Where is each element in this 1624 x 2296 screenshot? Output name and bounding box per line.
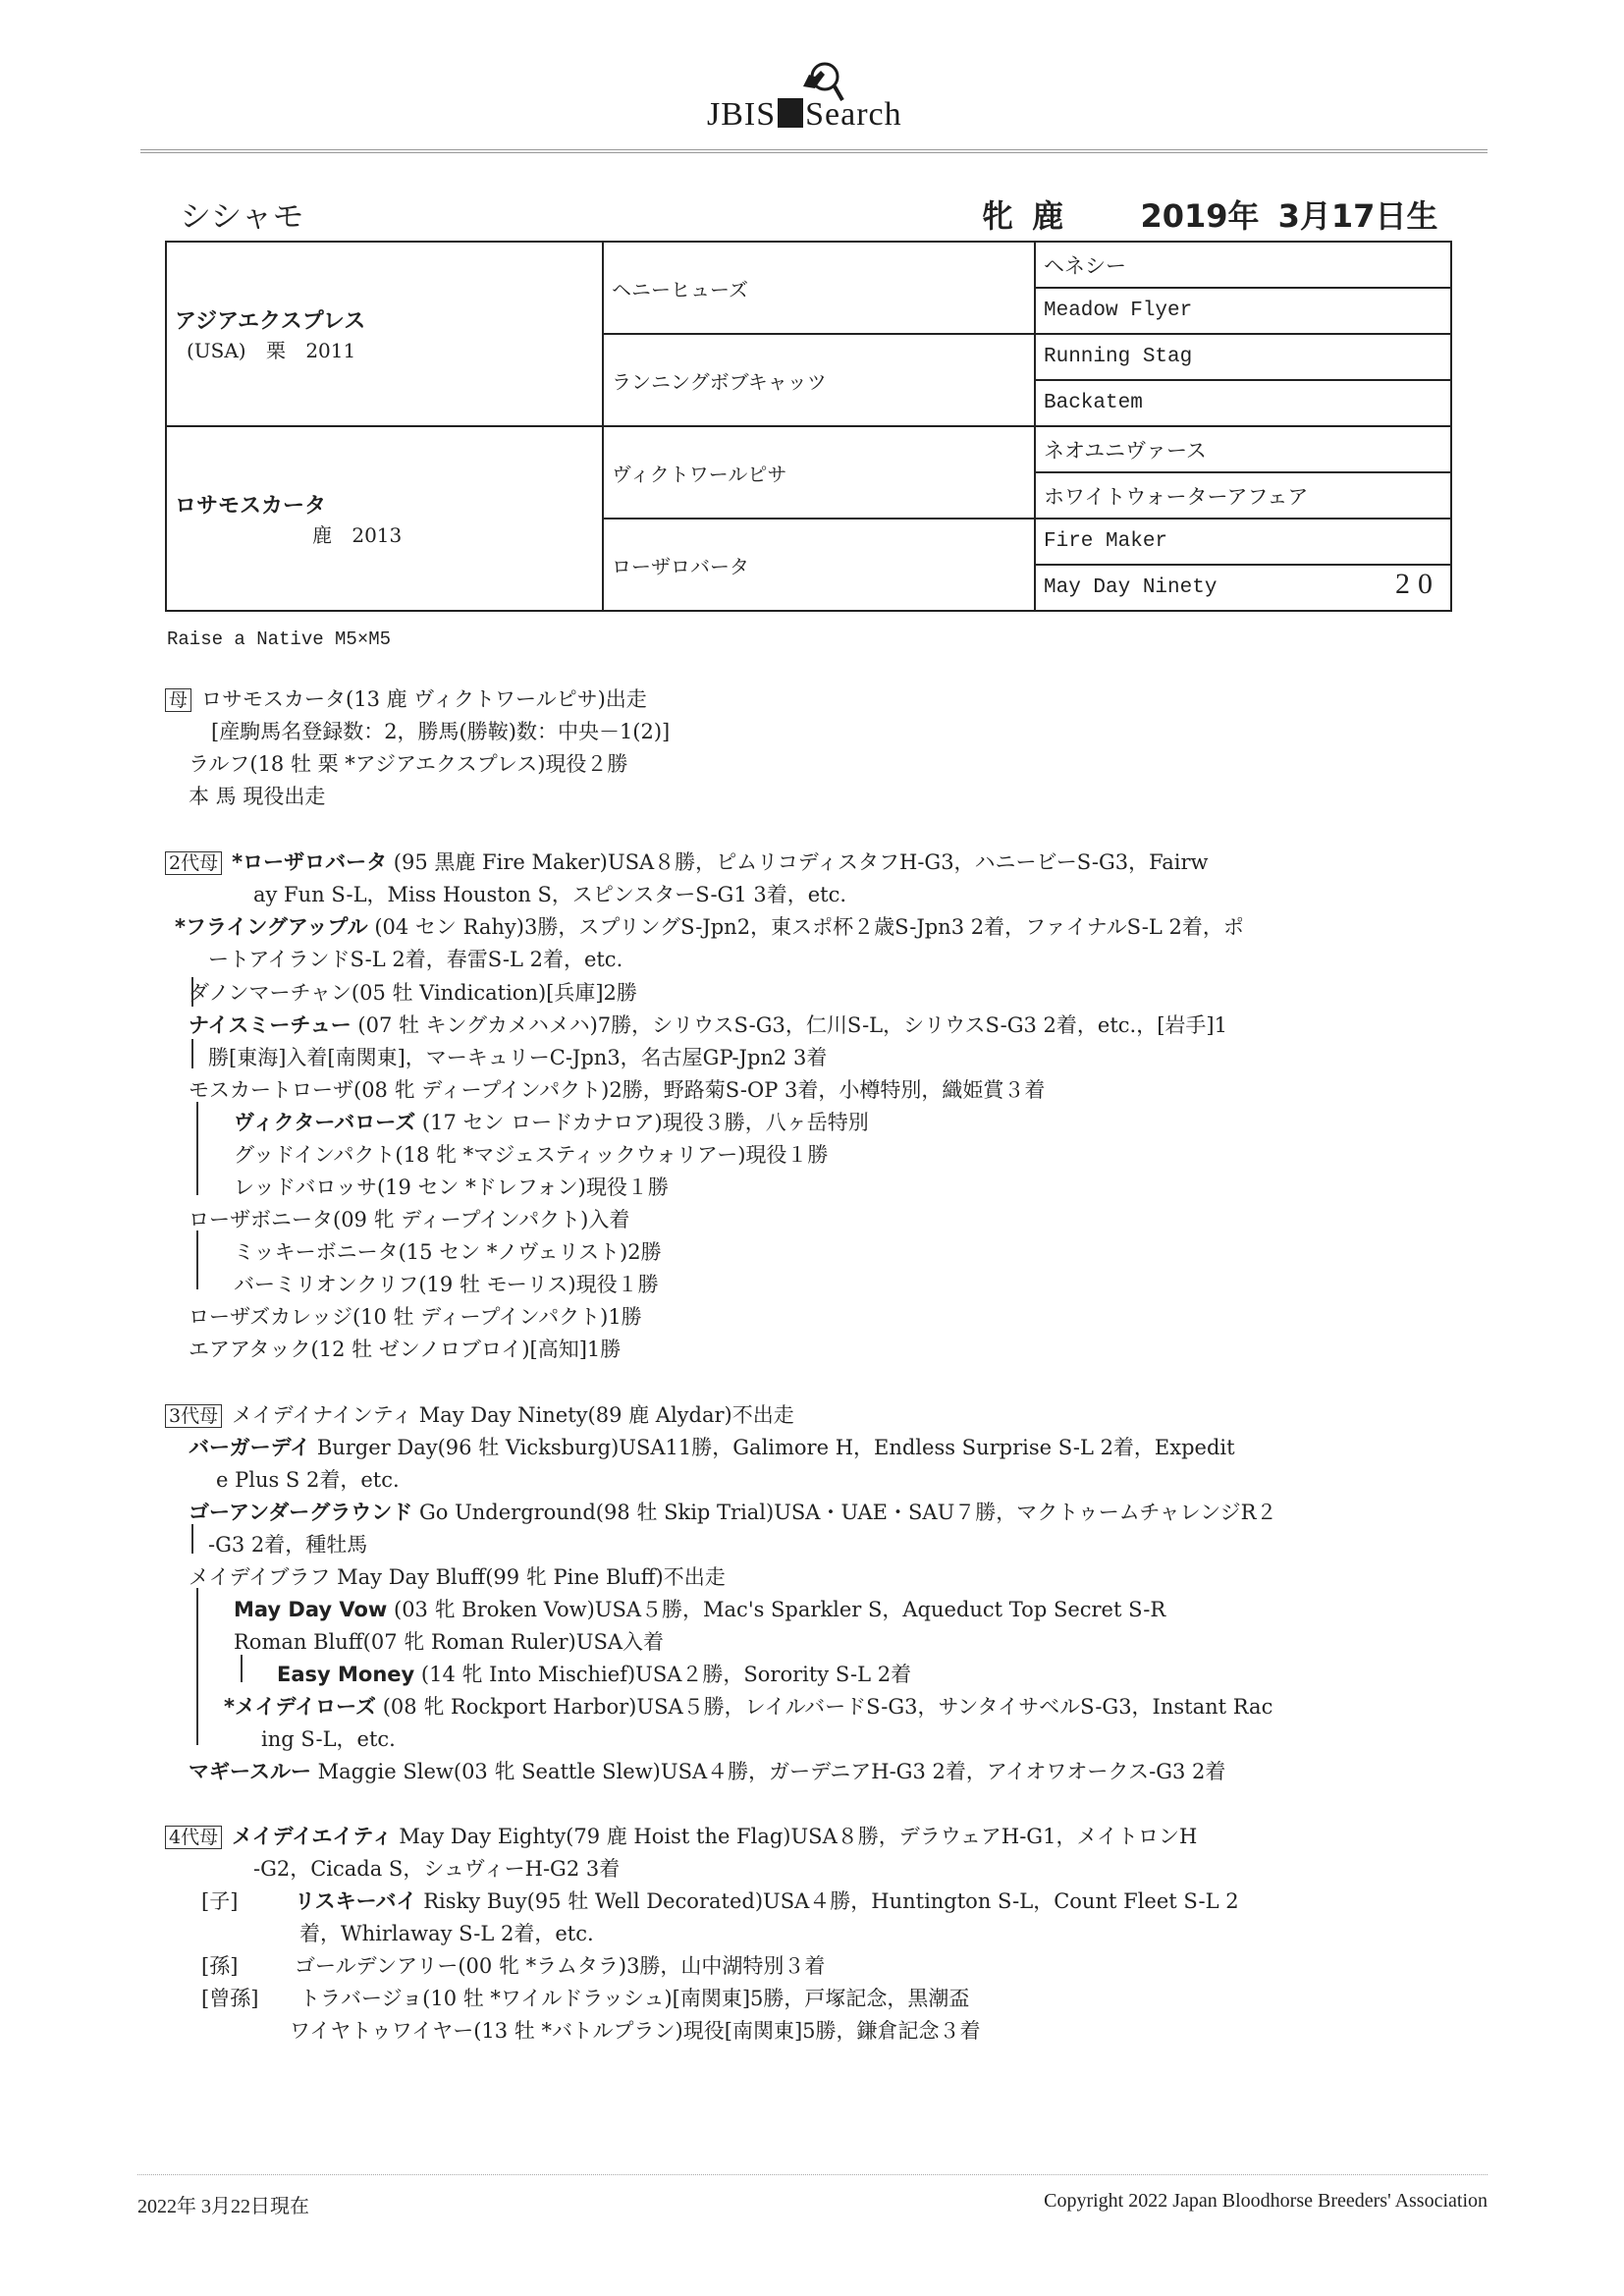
family-line [234,1626,664,1656]
relation-tag: [子] [201,1889,239,1913]
record-text: (08 牝 Rockport Harbor)USA５勝，レイルバードS-G3，サンタイサベルS-G3，Instant Rac [382,1695,1273,1719]
family-line [234,1269,659,1298]
record-text: Maggie Slew(03 牝 Seattle Slew)USA４勝，ガーデニアH-G3 2着，アイオワオークス-G3 2着 [317,1760,1226,1783]
record-text: ミッキーボニータ(15 セン *ノヴェリスト)2勝 [234,1240,662,1264]
record-text: (17 セン ロードカナロア)現役３勝，八ヶ岳特別 [421,1111,869,1134]
horse-name-link[interactable]: *フライングアップル [175,915,368,939]
family-line [189,1010,1227,1039]
sire-name[interactable]: アジアエクスプレス [175,309,366,334]
header-rule [140,149,1488,153]
ggsire-cell[interactable]: Running Stag [1035,334,1451,380]
record-text: (14 牝 Into Mischief)USA２勝，Sorority S-L 2着 [420,1663,912,1686]
record-text: ワイヤトゥワイヤー(13 牡 *バトルプラン)現役[南関東]5勝，鎌倉記念３着 [290,2019,981,2043]
pedigree-table [165,241,1452,612]
family-line [290,2015,981,2045]
record-text: 本 馬 現役出走 [189,785,326,808]
record-text: Roman Bluff(07 牝 Roman Ruler)USA入着 [234,1630,664,1654]
family-line [234,1107,869,1136]
family-line [201,1886,1239,1915]
ggsire-cell[interactable]: Fire Maker [1035,519,1451,565]
record-text: グッドインパクト(18 牝 *マジェスティックウォリアー)現役１勝 [234,1143,829,1167]
record-text: -G3 2着，種牡馬 [208,1533,368,1557]
record-text: ローザズカレッジ(10 牡 ディープインパクト)1勝 [189,1305,642,1329]
horse-name-link[interactable]: ヴィクターバローズ [234,1111,416,1134]
family-line [208,1042,827,1071]
record-text: (07 牡 キングカメハメハ)7勝，シリウスS-G3，仁川S-L，シリウスS-G3 2着，etc.，[岩手]1 [357,1013,1227,1037]
gsire-cell[interactable]: ランニングボブキャッツ [603,334,1035,426]
family-line [234,1139,828,1169]
record-text: (95 黒鹿 Fire Maker)USA８勝，ピムリコディスタフH-G3，ハニービーS-G3，Fairw [393,850,1209,874]
record-text: ートアイランドS-L 2着，春雷S-L 2着，etc. [208,948,623,971]
footer-rule [137,2174,1488,2175]
ggsire-cell[interactable]: ホワイトウォーターアフェア [1035,472,1451,519]
family-line [165,683,647,713]
record-text: e Plus S 2着，etc. [216,1468,400,1492]
family-line [189,1432,1235,1461]
horse-birth: 2019年 3月17日生 [1140,197,1438,235]
family-line [189,977,637,1007]
bracket-bar [196,1102,198,1195]
ggsire-cell[interactable]: Backatem [1035,380,1451,426]
record-text: May Day Eighty(79 鹿 Hoist the Flag)USA８勝，デラウェアH-G1，メイトロンH [399,1825,1198,1848]
horse-name-link[interactable]: メイデイエイティ [232,1825,393,1848]
family-line [189,1497,1276,1526]
record-text: エアアタック(12 牡 ゼンノロブロイ)[高知]1勝 [189,1338,622,1361]
bracket-bar [191,977,193,1007]
horse-sex-color: 牝 鹿 [982,197,1064,235]
family-line [216,1464,400,1494]
sire-cell [166,242,603,426]
family-line [189,1074,1045,1104]
family-line [189,1204,629,1233]
generation-label: 2代母 [165,851,222,875]
logo-box-icon [778,98,803,128]
dam-cell [166,426,603,611]
record-text: [産駒馬名登録数：2，勝馬(勝鞍)数：中央－1(2)] [211,720,671,743]
record-text: (04 セン Rahy)3勝，スプリングS-Jpn2，東スポ杯２歳S-Jpn3 2着，ファイナルS-L 2着，ポ [374,915,1244,939]
family-line [189,748,627,778]
family-line [253,1853,620,1883]
record-text: Burger Day(96 牡 Vicksburg)USA11勝，Galimore H，Endless Surprise S-L 2着，Expedit [316,1436,1235,1459]
family-line [189,1334,621,1363]
dam-name[interactable]: ロサモスカータ [175,494,327,519]
generation-label: 母 [165,688,191,712]
horse-name-link[interactable]: リスキーバイ [295,1889,417,1913]
sire-detail: (USA) 栗 2011 [187,339,356,362]
generation-label: 4代母 [165,1826,222,1849]
family-line [201,1950,825,1980]
family-line [175,911,1244,941]
ggsire-cell [1035,565,1451,611]
family-line [208,1529,367,1558]
family-line [165,1821,1197,1850]
record-text: レッドバロッサ(19 セン *ドレフォン)現役１勝 [234,1175,669,1199]
bracket-bar [191,1524,193,1554]
ggsire-cell[interactable]: Meadow Flyer [1035,288,1451,334]
record-text: トラバージョ(10 牡 *ワイルドラッシュ)[南関東]5勝，戸塚記念，黒潮盃 [299,1987,970,2010]
record-text: ロサモスカータ(13 鹿 ヴィクトワールピサ)出走 [201,687,647,711]
record-text: 勝[東海]入着[南関東]，マーキュリーC-Jpn3，名古屋GP-Jpn2 3着 [208,1046,828,1069]
family-line [234,1172,669,1201]
footer-date: 2022年 3月22日現在 [137,2196,309,2217]
family-line [208,944,623,973]
logo-right-text: Search [805,96,902,133]
horse-name-link[interactable]: ゴーアンダーグラウンド [189,1501,413,1524]
family-line [189,1756,1225,1785]
horse-name-link[interactable]: *メイデイローズ [224,1695,377,1719]
record-text: ラルフ(18 牡 栗 *アジアエクスプレス)現役２勝 [189,752,628,776]
horse-name-link[interactable]: Easy Money [277,1663,415,1686]
record-text: Go Underground(98 牡 Skip Trial)USA・UAE・SAU７勝，マクトゥームチャレンジR２ [418,1501,1277,1524]
record-text: (03 牝 Broken Vow)USA５勝，Mac's Sparkler S，Aqueduct Top Secret S-R [394,1598,1166,1621]
family-line [189,781,325,810]
record-text: ing S-L，etc. [261,1727,396,1751]
family-number: 20 [1395,568,1440,600]
ggsire-cell[interactable]: ネオユニヴァース [1035,426,1451,472]
family-line [211,716,670,745]
dam-detail: 鹿 2013 [312,523,403,547]
relation-tag: [孫] [201,1954,239,1978]
record-text: Risky Buy(95 牡 Well Decorated)USA４勝，Huntington S-L，Count Fleet S-L 2 [423,1889,1239,1913]
horse-name-link[interactable]: ナイスミーチュー [189,1013,352,1037]
record-text: ay Fun S-L，Miss Houston S，スピンスターS-G1 3着，etc. [253,883,847,906]
family-line [189,1301,642,1331]
record-text: 着，Whirlaway S-L 2着，etc. [299,1922,594,1945]
family-line [224,1691,1272,1721]
jbis-search-logo[interactable] [707,96,902,134]
horse-name: シシャモ [180,197,304,235]
inbreeding-note: Raise a Native M5×M5 [167,629,392,650]
bracket-bar [241,1655,243,1682]
family-line [253,879,846,908]
horse-sex-color-birth [982,191,1437,237]
gsire-cell[interactable]: ヘニーヒューズ [603,242,1035,334]
logo-left-text: JBIS [707,96,777,133]
gsire-cell[interactable]: ローザロバータ [603,519,1035,611]
record-text: ダノンマーチャン(05 牡 Vindication)[兵庫]2勝 [189,981,637,1005]
family-line [277,1659,911,1688]
record-text: モスカートローザ(08 牝 ディープインパクト)2勝，野路菊S-OP 3着，小樽特別，織姫賞３着 [189,1078,1046,1102]
family-line [165,1399,794,1429]
bracket-bar [196,1230,198,1289]
horse-name-link[interactable]: バーガーデイ [189,1436,311,1459]
family-line [261,1723,396,1753]
ggsire-name[interactable]: May Day Ninety [1044,576,1218,599]
horse-name-link[interactable]: マギースルー [189,1760,311,1783]
family-line [189,1561,726,1591]
horse-name-link[interactable]: *ローザロバータ [232,850,388,874]
family-line [165,847,1209,876]
generation-label: 3代母 [165,1404,222,1428]
relation-tag: [曾孫] [201,1987,259,2010]
record-text: メイデイブラフ May Day Bluff(99 牝 Pine Bluff)不出走 [189,1565,726,1589]
footer-copyright: Copyright 2022 Japan Bloodhorse Breeders' Association [1044,2190,1488,2212]
record-text: バーミリオンクリフ(19 牡 モーリス)現役１勝 [234,1273,659,1296]
family-line [201,1983,969,2012]
gsire-cell[interactable]: ヴィクトワールピサ [603,426,1035,519]
family-line [299,1918,594,1947]
ggsire-cell[interactable]: ヘネシー [1035,242,1451,288]
horse-name-link[interactable]: May Day Vow [234,1598,388,1621]
family-line [234,1236,662,1266]
bracket-bar [191,1039,193,1068]
bracket-bar [196,1588,198,1745]
record-text: メイデイナインティ May Day Ninety(89 鹿 Alydar)不出走 [232,1403,794,1427]
family-line [234,1594,1165,1623]
record-text: ゴールデンアリー(00 牝 *ラムタラ)3勝，山中湖特別３着 [295,1954,826,1978]
record-text: -G2，Cicada S，シュヴィーH-G2 3着 [253,1857,621,1881]
record-text: ローザボニータ(09 牝 ディープインパクト)入着 [189,1208,630,1231]
